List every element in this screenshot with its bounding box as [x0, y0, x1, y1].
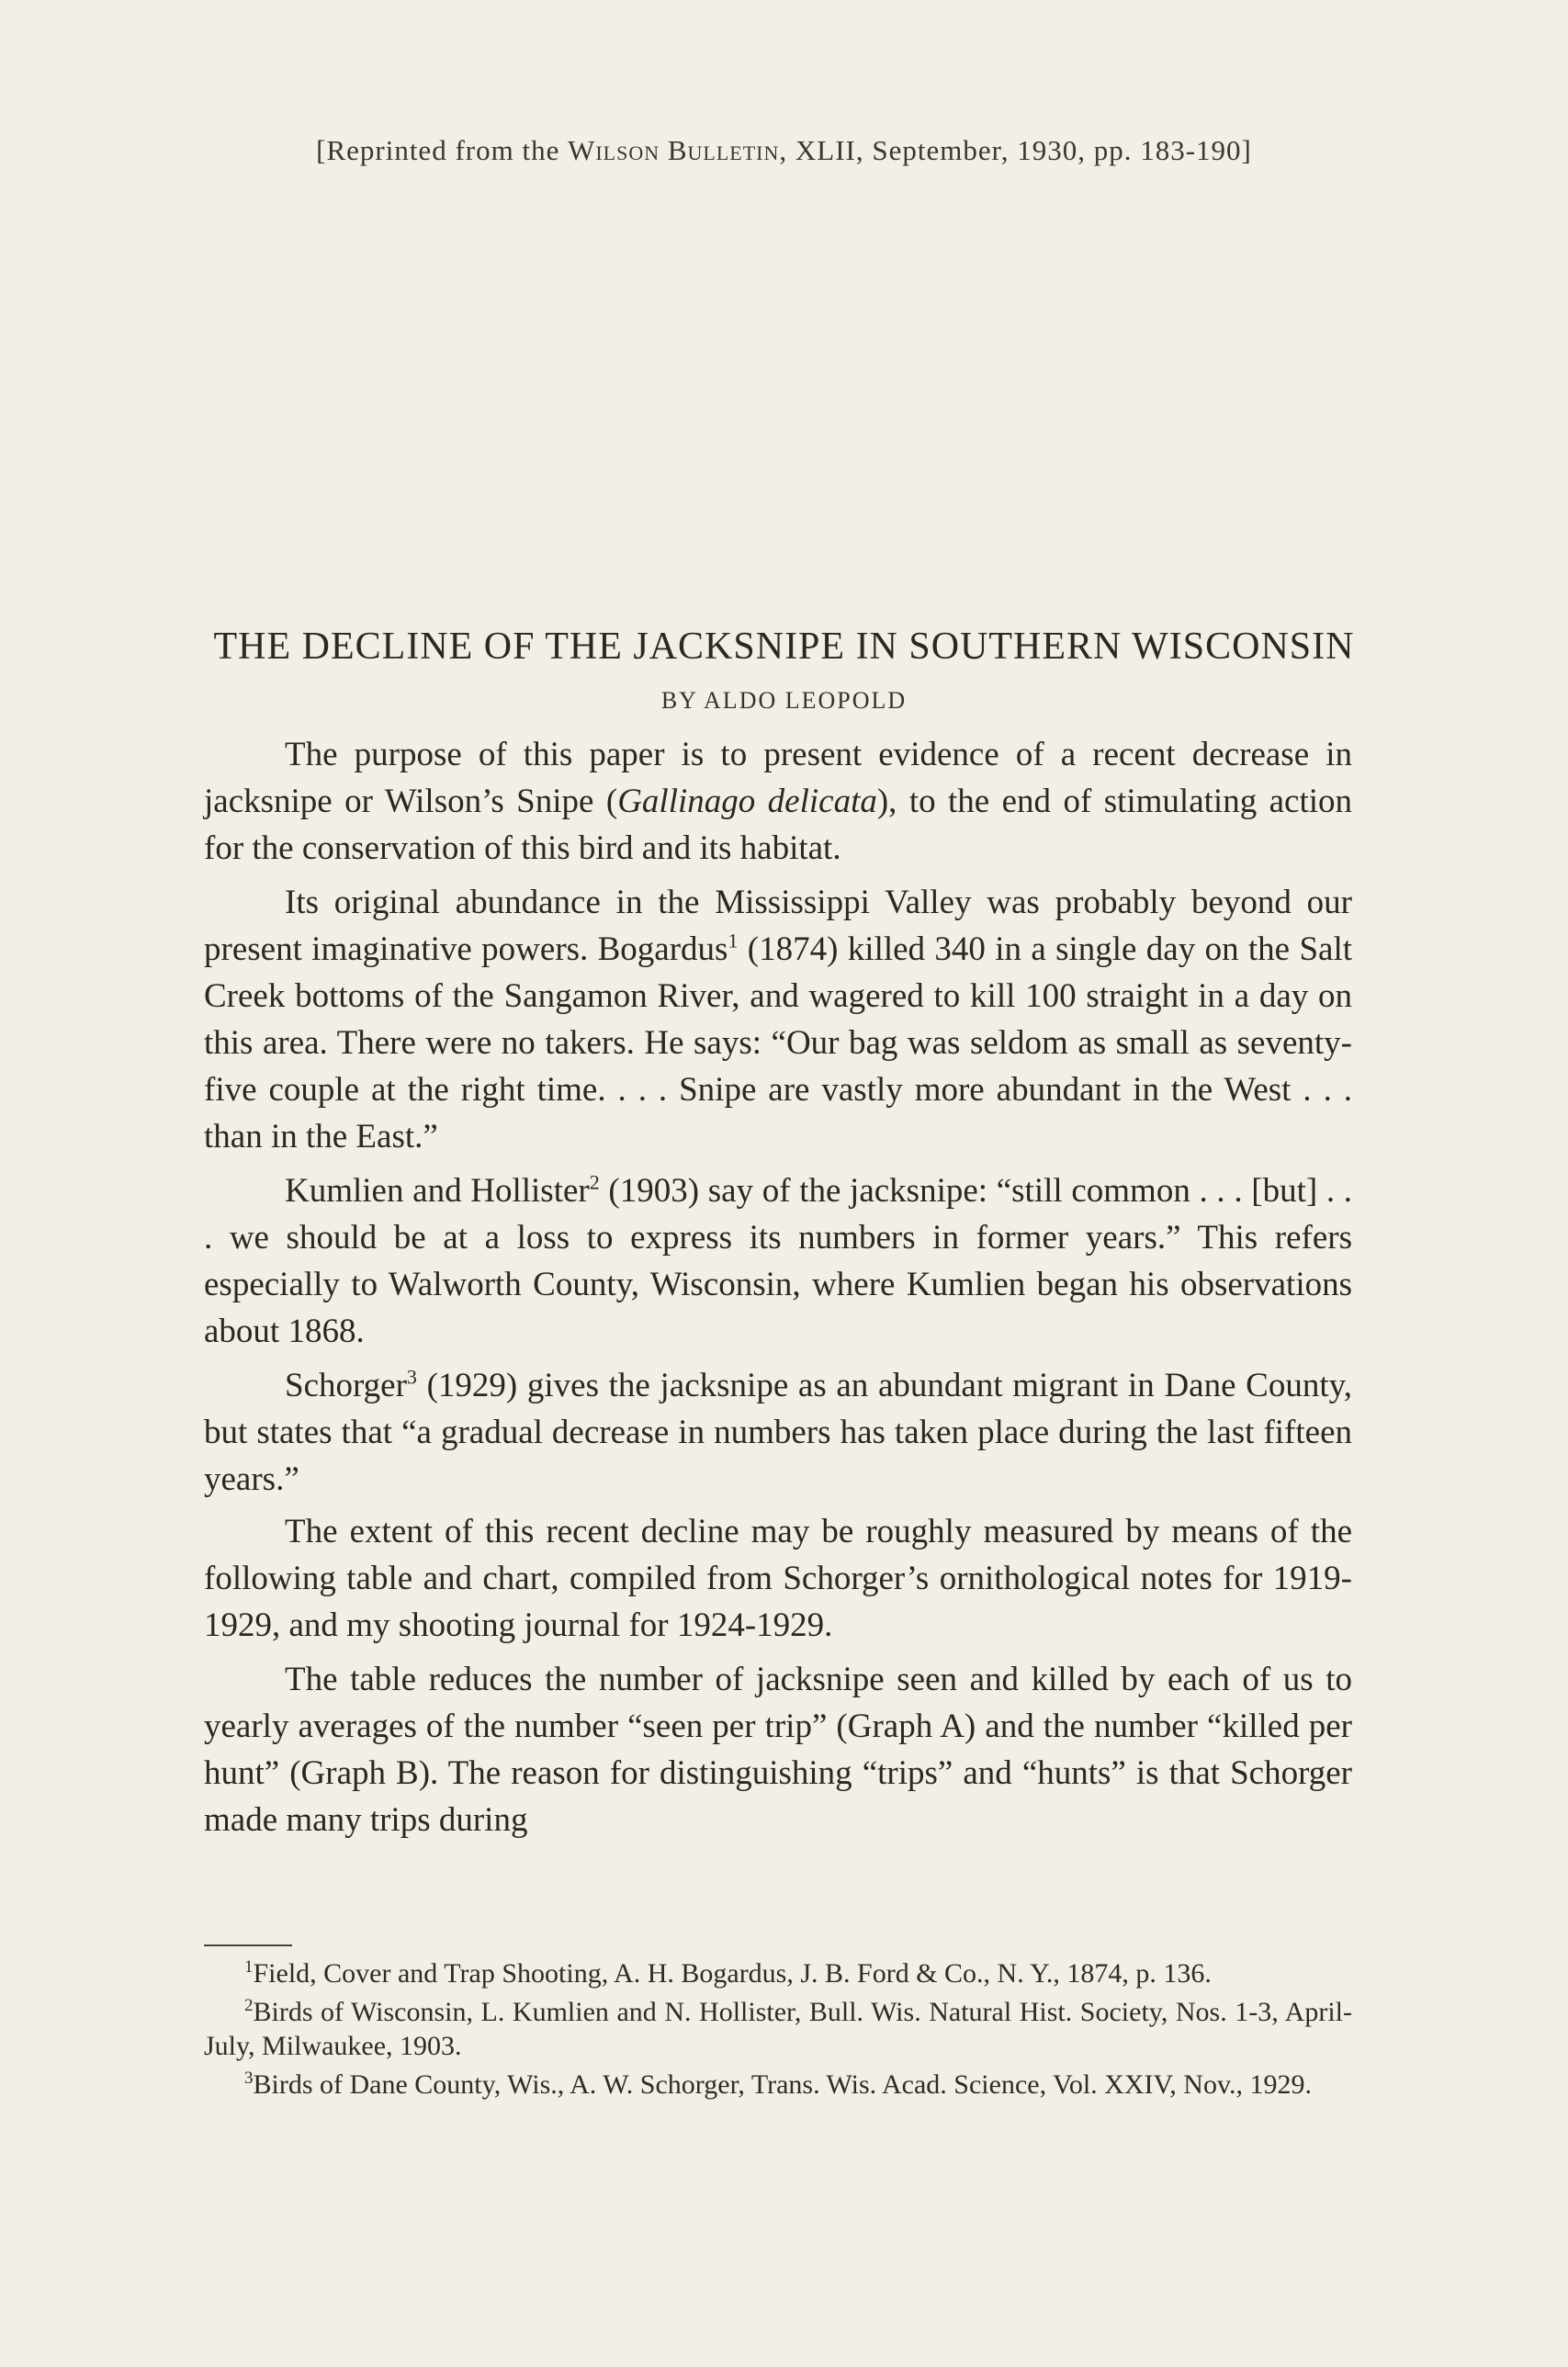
footnote-text: Field, Cover and Trap Shooting, A. H. Bogardus, J. B. Ford & Co., N. Y., 1874, p. 136. — [253, 1958, 1212, 1989]
footnote-number: 3 — [244, 2068, 254, 2088]
paragraph-kumlien-hollister: Kumlien and Hollister$^2$ (1903) say of the jacksnipe: “still common . . . [but] . . . we should be at a loss to express its numbers in former years.” This refers especially to Walworth County, Wisconsin, where Kumlien began his observations about 1868. — [204, 1170, 1353, 1350]
footnote-ref: 2 — [589, 1170, 600, 1194]
reprint-note — [0, 134, 1568, 167]
author-byline: BY ALDO LEOPOLD — [660, 687, 908, 714]
footnote-divider — [204, 1944, 292, 1946]
paragraph-table-description: The table reduces the number of jacksnipe seen and killed by each of us to yearly averages of the number “seen per trip” (Graph A) and the number “killed per hunt” (Graph B). The reason for distinguishing “trips” and “hunts” is that Schorger made many trips during — [204, 1661, 1352, 1839]
reprint-details: , XLII, September, 1930, pp. 183-190] — [779, 134, 1252, 166]
footnote-ref: 1 — [728, 929, 739, 952]
article-body — [204, 731, 1352, 1849]
footnote-number: 2 — [244, 1996, 254, 2015]
journal-name: Wilson Bulletin — [568, 134, 780, 166]
paragraph-purpose: The purpose of this paper is to present evidence of a recent decrease in jacksnipe or Wilson’s Snipe (Gallinago delicata), to the end of stimulating action for the conservation of this bird and its habitat. — [204, 736, 1353, 867]
footnote-text: Birds of Wisconsin, L. Kumlien and N. Hollister, Bull. Wis. Natural Hist. Society, Nos. 1-3, April-July, Milwaukee, 1903. — [204, 1997, 1352, 2061]
paragraph-schorger: Schorger$^3$ (1929) gives the jacksnipe as an abundant migrant in Dane County, but states that “a gradual decrease in numbers has taken place during the last fifteen years.” — [204, 1365, 1352, 1498]
reprint-open: [Reprinted from the — [316, 134, 569, 166]
paragraph-original-abundance: Its original abundance in the Mississippi Valley was probably beyond our present imaginative powers. Bogardus$^1$ (1874) killed 340 in a single day on the Salt Creek bottoms of the Sangamon River, and wagered to kill 100 straight in a day on this area. There were no takers. He says: “Our bag was seldom as small as seventy-five couple at the right time. . . . Snipe are vastly more abundant in the West . . . than in the East.” — [204, 884, 1353, 1155]
footnote-item — [204, 2068, 1352, 2102]
footnote-item — [204, 1956, 1352, 1990]
footnotes — [204, 1956, 1352, 2106]
footnote-number: 1 — [244, 1957, 254, 1977]
footnote-text: Birds of Dane County, Wis., A. W. Schorger, Trans. Wis. Acad. Science, Vol. XXIV, Nov., 1929. — [253, 2069, 1312, 2100]
paragraph-decline-extent: The extent of this recent decline may be roughly measured by means of the following table and chart, compiled from Schorger’s ornithological notes for 1919-1929, and my shooting journal for 1924-1929. — [204, 1513, 1352, 1644]
article-title: THE DECLINE OF THE JACKSNIPE IN SOUTHERN WISCONSIN — [213, 626, 1355, 668]
footnote-ref: 3 — [406, 1365, 417, 1389]
species-name: Gallinago delicata — [617, 783, 877, 820]
footnote-item — [204, 1995, 1352, 2063]
